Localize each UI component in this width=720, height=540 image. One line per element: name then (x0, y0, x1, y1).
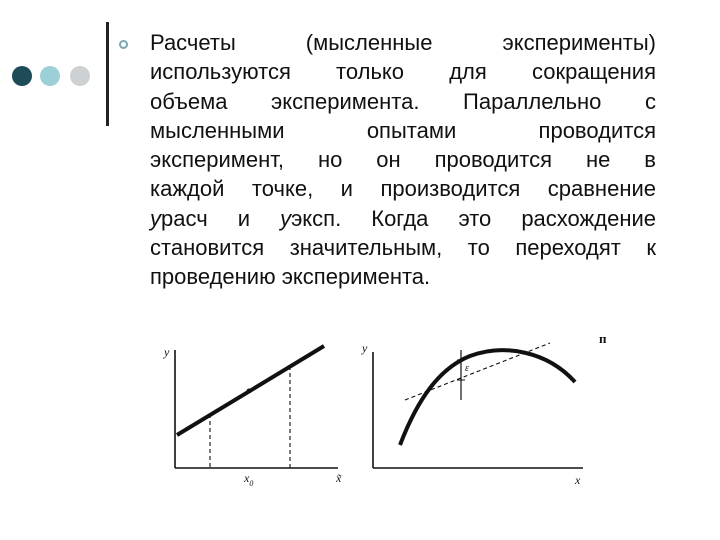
paragraph-line-2: используются только для сокращения (150, 59, 656, 85)
y-exp-text: эксп. Когда это расхождение (291, 205, 656, 231)
y-exp-symbol: y (280, 205, 292, 231)
paragraph-line-6: каждой точке, и производится сравнение (150, 176, 656, 202)
paragraph-line-1: Расчеты (мысленные эксперименты) (150, 30, 656, 55)
paragraph-line-9: проведению эксперимента. (150, 264, 431, 290)
right-corner-label: п (599, 331, 607, 346)
paragraph-line-4: мысленными опытами проводится (150, 117, 656, 143)
right-curve (400, 350, 575, 445)
left-x0-label: $x_0$ (244, 471, 254, 488)
right-plot (361, 331, 607, 487)
paragraph-line-3: объема эксперимента. Параллельно с (150, 88, 656, 114)
left-y-label: y (164, 345, 170, 359)
left-plot (163, 345, 342, 488)
paragraph-line-8: становится значительным, то переходят к (150, 235, 656, 261)
right-epsilon-label: ε (465, 363, 469, 374)
right-y-label: y (362, 341, 368, 355)
left-point-marker (247, 389, 252, 394)
right-x-label: x (575, 473, 581, 487)
y-calc-text: расч и (161, 205, 281, 231)
left-x-tick-label: x̃ (336, 471, 342, 485)
y-calc-symbol: y (150, 205, 161, 231)
paragraph-line-5: эксперимент, но он проводится не в (150, 147, 656, 173)
